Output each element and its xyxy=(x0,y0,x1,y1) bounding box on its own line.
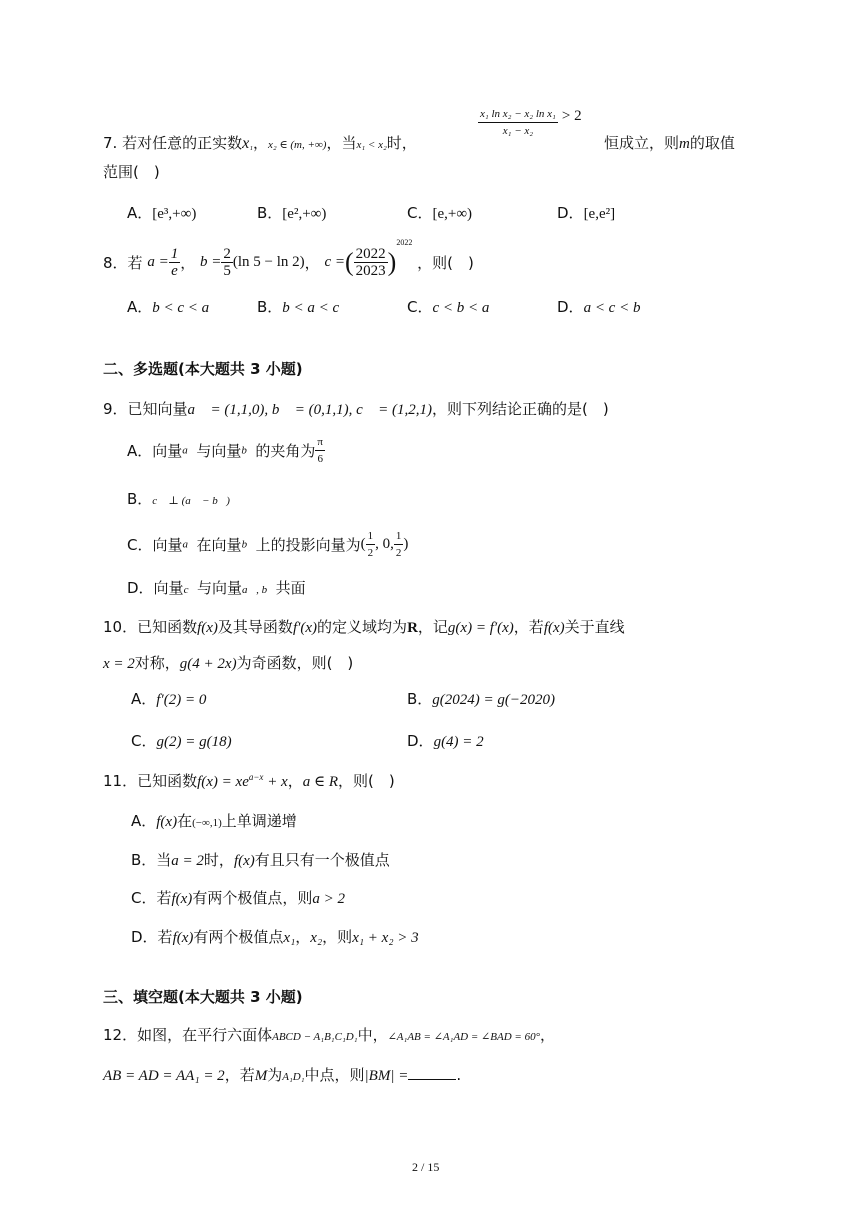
q10-option-c: C．g(2) = g(18) xyxy=(131,732,232,750)
section-heading-multiple-choice: 二、多选题(本大题共 3 小题) xyxy=(103,360,303,378)
q7-option-d: D．[e,e²] xyxy=(557,204,616,222)
q10-option-d: D．g(4) = 2 xyxy=(407,732,484,750)
q9-option-d: D．向量c⃗与向量a⃗, b⃗共面 xyxy=(127,579,306,597)
page-number: 2 / 15 xyxy=(412,1160,440,1174)
answer-blank[interactable] xyxy=(408,1065,456,1080)
q9-option-b: B．c⃗ ⊥ (a⃗ − b⃗) xyxy=(127,490,230,508)
q7-option-a: A．[e³,+∞) xyxy=(127,204,197,222)
q8-option-b: B．b < a < c xyxy=(257,298,340,316)
q11-option-a: A．f(x)在(−∞,1)上单调递增 xyxy=(131,812,297,830)
q8-option-c: C．c < b < a xyxy=(407,298,490,316)
q9-stem: 9．已知向量a⃗ = (1,1,0), b⃗ = (0,1,1), c⃗ = (1,2,1)，则下列结论正确的是( ) xyxy=(103,400,609,418)
q11-option-c: C．若f(x)有两个极值点，则a > 2 xyxy=(131,889,345,907)
q12-line2: AB = AD = AA₁ = 2，若M为A₁D₁中点，则|BM| = . xyxy=(103,1066,462,1084)
q11-option-b: B．当a = 2时，f(x)有且只有一个极值点 xyxy=(131,851,390,869)
q7-option-b: B．[e²,+∞) xyxy=(257,204,327,222)
q10-option-b: B．g(2024) = g(−2020) xyxy=(407,690,556,708)
q11-stem: 11．已知函数$f(x) = xe^{a-x} + x$，a ∈ R，则( ) xyxy=(103,772,395,790)
q10-line2: x = 2对称，g(4 + 2x)为奇函数，则( ) xyxy=(103,654,354,672)
q7-option-c: C．[e,+∞) xyxy=(407,204,473,222)
q10-line1: 10．已知函数f(x)及其导函数f′(x)的定义域均为R，记g(x) = f′(x)，若f(x)关于直线 xyxy=(103,618,625,636)
q7-line1-end: 恒成立，则m的取值 xyxy=(604,134,735,152)
section-heading-fill-in: 三、填空题(本大题共 3 小题) xyxy=(103,988,303,1006)
q9-option-a: A．向量a⃗与向量b⃗的夹角为 $\frac{\pi}{6}$ xyxy=(127,436,323,465)
q8-option-a: A．b < c < a xyxy=(127,298,210,316)
q7-line2: 范围( ) xyxy=(103,163,160,181)
q12-line1: 12．如图，在平行六面体ABCD − A₁B₁C₁D₁中，∠A₁AB = ∠A₁AD = ∠BAD = 60°， xyxy=(103,1026,555,1044)
q9-option-c: C．向量a⃗在向量b⃗上的投影向量为( $\frac{1}{2}$ , 0, $\frac{1}{2}$ ) xyxy=(127,530,409,559)
q7-fraction: $\frac{\text{x₁ ln x₂ − x₂ ln x₁}}{\text{x₁ − x₂}}$ > 2 xyxy=(480,108,582,137)
q8-line1: 8．若 a = $\frac{1}{e}$ ， b = $\frac{2}{5}$ (ln 5 − ln 2)， c =( $\frac{2022}{2023}$ )$^{2022}$ ，则( ) xyxy=(103,238,474,279)
q10-option-a: A．f′(2) = 0 xyxy=(131,690,207,708)
q8-option-d: D．a < c < b xyxy=(557,298,641,316)
q11-option-d: D．若f(x)有两个极值点x₁，x₂，则x₁ + x₂ > 3 xyxy=(131,928,419,946)
q7-line1: 7. 若对任意的正实数x₁，x₂ ∈ (m, +∞)，当x₁ < x₂时， xyxy=(103,134,417,152)
